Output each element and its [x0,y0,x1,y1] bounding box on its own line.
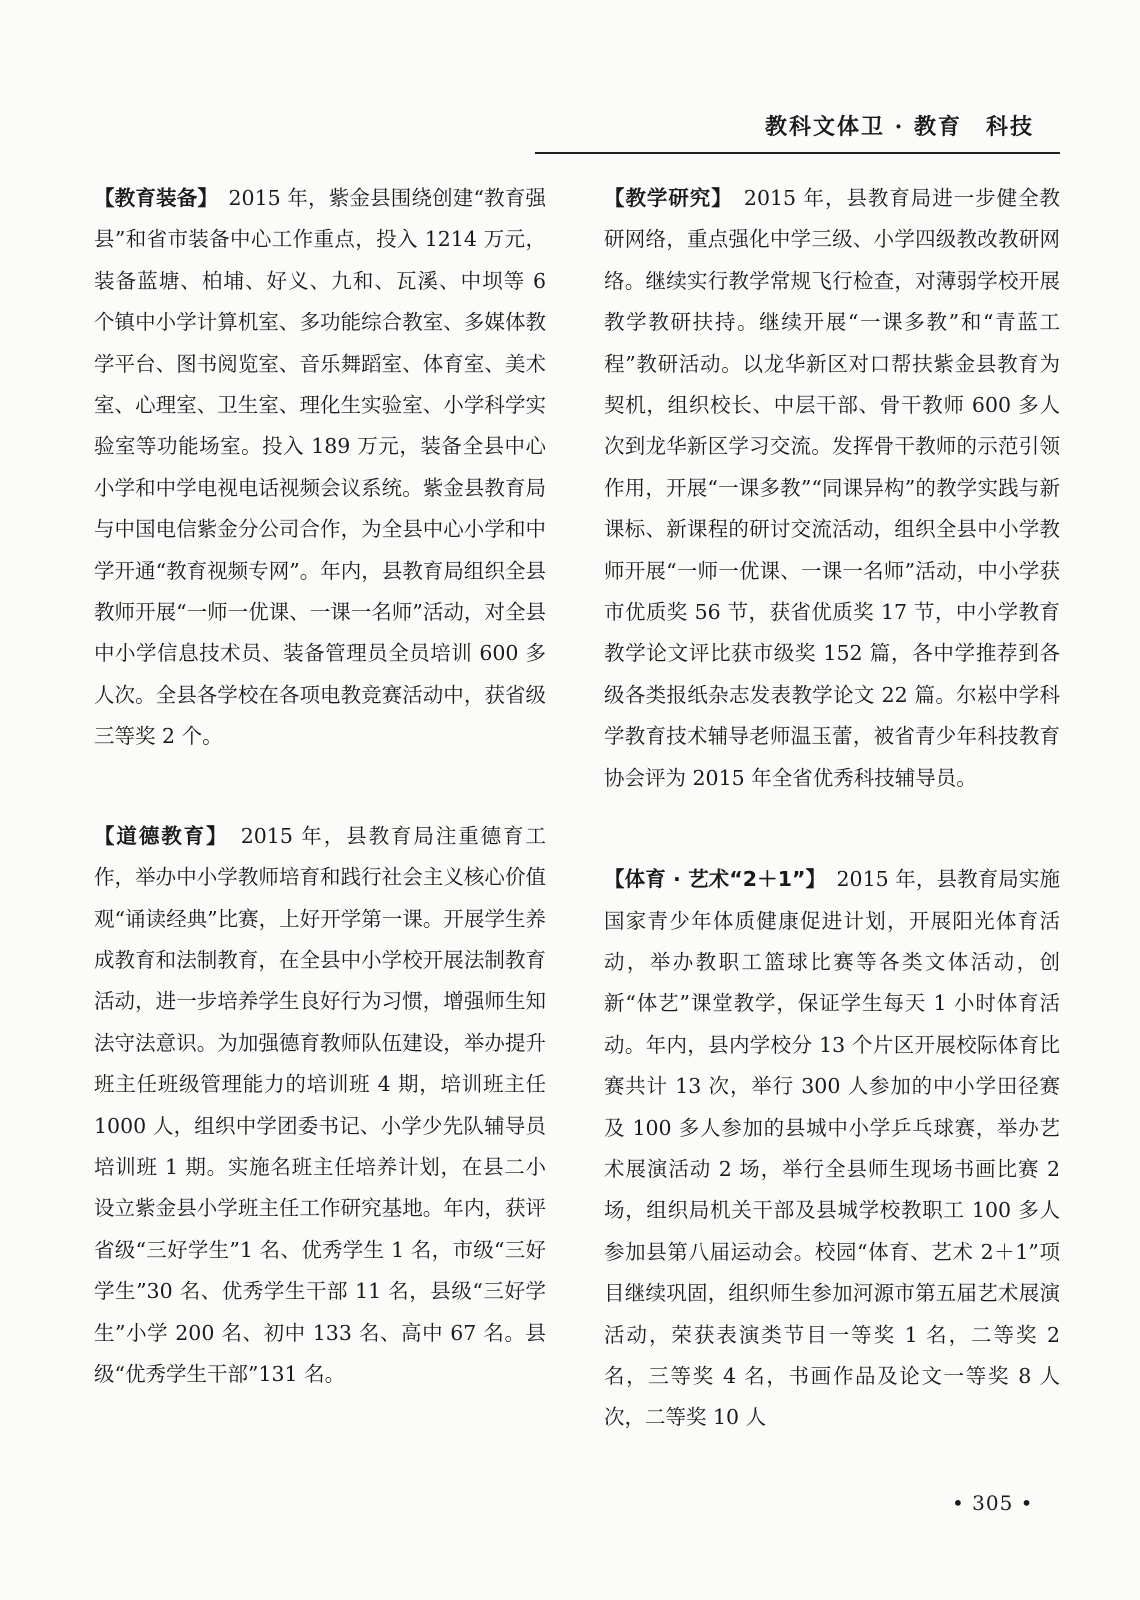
section-title: 教科文体卫 · 教育 科技 [765,114,1034,140]
article-sports-arts [604,859,1060,1439]
article-moral-education [94,816,546,1396]
article-body: 2015 年，县教育局进一步健全教研网络，重点强化中学三级、小学四级教改教研网络。继续实行教学常规飞行检查，对薄弱学校开展教学教研扶持。继续开展“一课多教”和“青蓝工程”教研活动。以龙华新区对口帮扶紫金县教育为契机，组织校长、中层干部、骨干教师 600 多人次到龙华新区学习交流。发挥骨干教师的示范引领作用，开展“一课多教”“同课异构”的教学实践与新课标、新课程的研讨交流活动，组织全县中小学教师开展“一师一优课、一课一名师”活动，中小学获市优质奖 56 节，获省优质奖 17 节，中小学教育教学论文评比获市级奖 152 篇，各中学推荐到各级各类报纸杂志发表教学论文 22 篇。尔崧中学科学教育技术辅导老师温玉蕾，被省青少年科技教育协会评为 2015 年全省优秀科技辅导员。 [604,186,1061,790]
paragraph-gap [604,799,1060,859]
left-column [94,178,546,1395]
article-education-equipment [94,178,546,758]
running-header [535,104,1060,154]
article-teaching-research [604,178,1060,799]
article-label: 【教育装备】 [94,186,208,210]
article-label: 【教学研究】 [604,186,723,210]
article-body: 2015 年，县教育局注重德育工作，举办中小学教师培育和践行社会主义核心价值观“诵读经典”比赛，上好开学第一课。开展学生养成教育和法制教育，在全县中小学校开展法制教育活动，进一步培养学生良好行为习惯，增强师生知法守法意识。为加强德育教师队伍建设，举办提升班主任班级管理能力的培训班 4 期，培训班主任 1000 人，组织中学团委书记、小学少先队辅导员培训班 1 期。实施名班主任培养计划，在县二小设立紫金县小学班主任工作研究基地。年内，获评省级“三好学生”1 名、优秀学生 1 名，市级“三好学生”30 名、优秀学生干部 11 名，县级“三好学生”小学 200 名、初中 133 名、高中 67 名。县级“优秀学生干部”131 名。 [94,823,547,1386]
page-number: • 305 • [952,1491,1034,1515]
article-label: 【道德教育】 [94,823,219,848]
right-column [604,178,1060,1439]
article-label: 【体育 · 艺术“2＋1”】 [604,867,816,892]
article-body: 2015 年，县教育局实施国家青少年体质健康促进计划，开展阳光体育活动，举办教职工篮球比赛等各类文体活动，创新“体艺”课堂教学，保证学生每天 1 小时体育活动。年内，县内学校分 13 个片区开展校际体育比赛共计 13 次，举行 300 人参加的中小学田径赛及 100 多人参加的县城中小学乒乓球赛，举办艺术展演活动 2 场，举行全县师生现场书画比赛 2 场，组织局机关干部及县城学校教职工 100 多人参加县第八届运动会。校园“体育、艺术 2＋1”项目继续巩固，组织师生参加河源市第五届艺术展演活动，荣获表演类节目一等奖 1 名，二等奖 2 名，三等奖 4 名，书画作品及论文一等奖 8 人次，二等奖 10 人 [604,867,1061,1430]
paragraph-gap [94,758,546,816]
article-body: 2015 年，紫金县围绕创建“教育强县”和省市装备中心工作重点，投入 1214 万元，装备蓝塘、柏埔、好义、九和、瓦溪、中坝等 6 个镇中小学计算机室、多功能综合教室、多媒体教学平台、图书阅览室、音乐舞蹈室、体育室、美术室、心理室、卫生室、理化生实验室、小学科学实验室等功能场室。投入 189 万元，装备全县中心小学和中学电视电话视频会议系统。紫金县教育局与中国电信紫金分公司合作，为全县中心小学和中学开通“教育视频专网”。年内，县教育局组织全县教师开展“一师一优课、一课一名师”活动，对全县中小学信息技术员、装备管理员全员培训 600 多人次。全县各学校在各项电教竞赛活动中，获省级三等奖 2 个。 [94,186,546,749]
